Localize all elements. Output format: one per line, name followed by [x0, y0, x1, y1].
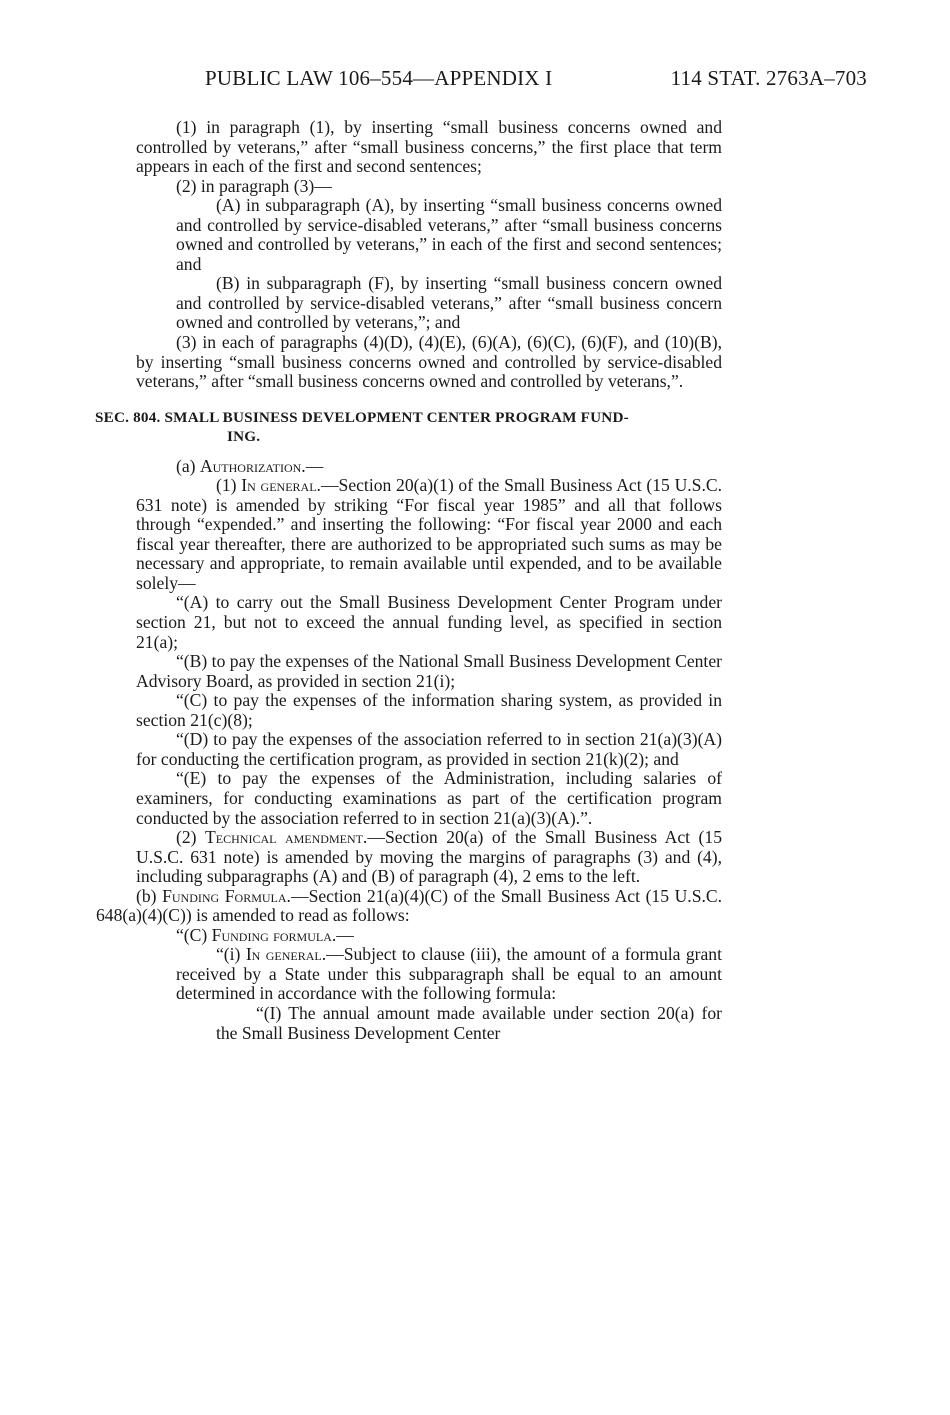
quoted-subparagraph-e: “(E) to pay the expenses of the Administration, including salaries of examiners, for conducting examinations as part of the certification program conducted by the association referred to in section 21(a)(3)(A).”.: [136, 768, 722, 828]
paragraph-2: (2) in paragraph (3)—: [176, 175, 332, 196]
quoted-c-title: Funding formula.—: [211, 924, 354, 945]
subparagraph-2a: (A) in subparagraph (A), by inserting “small business concerns owned and controlled by service-disabled veterans,” after “small business concerns owned and controlled by veterans,” in each of the first and second sentences; and: [176, 195, 722, 274]
clause-i-heading: In general.: [245, 944, 327, 965]
subclause-I: “(I) The annual amount made available under section 20(a) for the Small Business Development Center: [216, 1002, 722, 1043]
paragraph-a1: [136, 476, 722, 593]
paragraph-a2-label: (2): [176, 827, 206, 848]
paragraph-a2: [136, 828, 722, 887]
subsection-a-label: (a): [176, 455, 200, 476]
subparagraph-2b: (B) in subparagraph (F), by inserting “small business concern owned and controlled by service-disabled veterans,” after “small business concern owned and controlled by veterans,”; and: [176, 273, 722, 333]
subsection-b-text: —Section 21(a)(4)(C) of the Small Business Act (15 U.S.C. 648(a)(4)(C)) is amended to read as follows:: [96, 885, 723, 926]
subsection-b-heading: Funding Formula.: [162, 885, 291, 906]
section-heading-line1: SEC. 804. SMALL BUSINESS DEVELOPMENT CENTER PROGRAM FUND-: [95, 408, 629, 426]
paragraph-a1-heading: In general.: [241, 475, 321, 496]
quoted-subparagraph-a: “(A) to carry out the Small Business Development Center Program under section 21, but not to exceed the annual funding level, as specified in section 21(a);: [136, 592, 722, 652]
subsection-a-title: Authorization.—: [199, 455, 324, 476]
subsection-b-label: (b): [136, 885, 163, 906]
clause-i-text: —Subject to clause (iii), the amount of a formula grant received by a State under this subparagraph shall be equal to an amount determined in accordance with the following formula:: [176, 944, 722, 1004]
paragraph-a2-text: —Section 20(a) of the Small Business Act (15 U.S.C. 631 note) is amended by moving the margins of paragraphs (3) and (4), including subparagraphs (A) and (B) of paragraph (4), 2 ems to the left.: [136, 827, 723, 887]
clause-i-label: “(i): [216, 944, 246, 965]
subsection-b: [96, 887, 722, 926]
body-text: [95, 117, 723, 1043]
quoted-subparagraph-b: “(B) to pay the expenses of the National Small Business Development Center Advisory Board, as provided in section 21(i);: [136, 651, 722, 691]
quoted-c-heading: [136, 926, 722, 946]
quoted-subparagraph-c: “(C) to pay the expenses of the information sharing system, as provided in section 21(c)(8);: [136, 690, 722, 730]
paragraph-a1-text: —Section 20(a)(1) of the Small Business Act (15 U.S.C. 631 note) is amended by striking “For fiscal year 1985” and all that follows through “expended.” and inserting the following: “For fiscal year 2000 and each fiscal year thereafter, there are authorized to be appropriated such sums as may be necessary and appropriate, to remain available until expended, and to be available solely—: [136, 475, 722, 593]
quoted-c-label: “(C): [176, 924, 212, 945]
quoted-subparagraph-d: “(D) to pay the expenses of the association referred to in section 21(a)(3)(A) for conducting the certification program, as provided in section 21(k)(2); and: [136, 729, 722, 769]
section-heading-line2: ING.: [227, 428, 261, 446]
clause-i: [136, 945, 722, 1004]
paragraph-3: (3) in each of paragraphs (4)(D), (4)(E), (6)(A), (6)(C), (6)(F), and (10)(B), by inserting “small business concerns owned and controlled by service-disabled veterans,” after “small business concerns owned and controlled by veterans,”.: [136, 332, 722, 392]
paragraph-a1-label: (1): [216, 475, 242, 496]
subsection-a-heading: [136, 457, 722, 477]
paragraph-a2-heading: Technical amendment.: [205, 827, 368, 848]
section-heading: [95, 408, 722, 447]
header-title: PUBLIC LAW 106–554—APPENDIX I: [205, 66, 553, 90]
paragraph-1: (1) in paragraph (1), by inserting “small business concerns owned and controlled by veterans,” after “small business concerns,” the first place that term appears in each of the first and second sentences;: [136, 117, 722, 177]
header-stat-citation: 114 STAT. 2763A–703: [670, 66, 867, 90]
